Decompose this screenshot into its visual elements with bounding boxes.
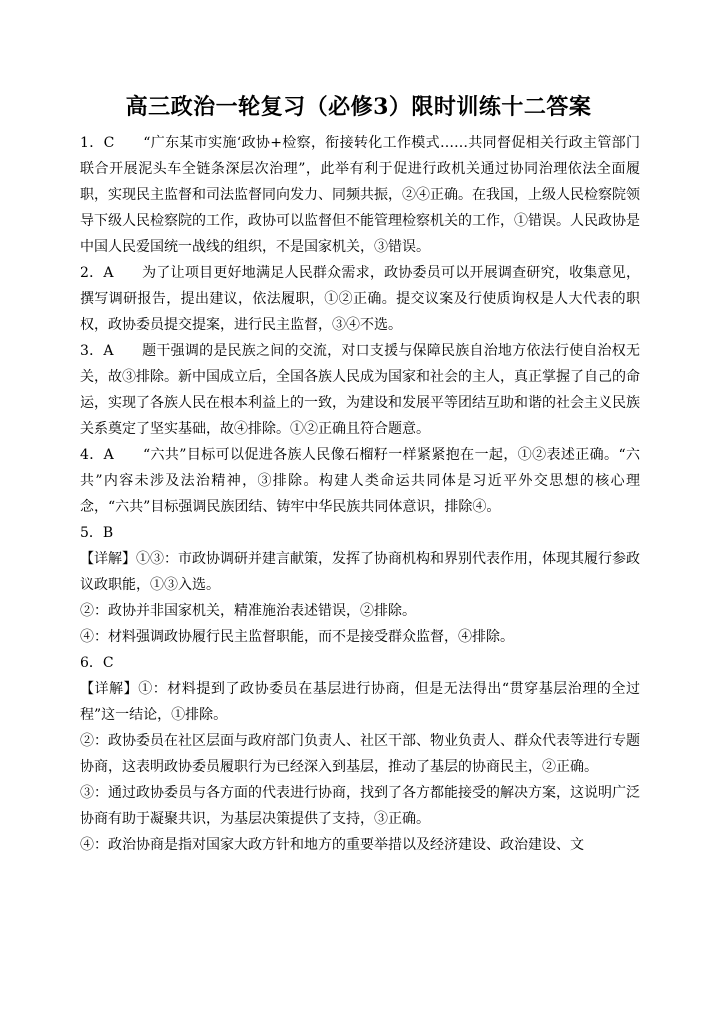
answer-paragraph: 6．C: [80, 655, 114, 671]
answer-paragraph: 5．B: [80, 525, 114, 541]
answer-paragraph: ④：政治协商是指对国家大政方针和地方的重要举措以及经济建设、政治建设、文: [80, 837, 584, 853]
answer-paragraph: ②：政协委员在社区层面与政府部门负责人、社区干部、物业负责人、群众代表等进行专题协商，这表明政协委员履职行为已经深入到基层，推动了基层的协商民主，②正确。: [80, 733, 640, 775]
answer-paragraph: 1．C “广东某市实施‘政协+检察，衔接转化工作模式……共同督促相关行政主管部门联合开展泥头车全链条深层次治理”，此举有利于促进行政机关通过协同治理依法全面履职，实现民主监督和司法监督同向发力、同频共振，②④正确。在我国，上级人民检察院领导下级人民检察院的工作，政协可以监督但不能管理检察机关的工作，①错误。人民政协是中国人民爱国统一战线的组织，不是国家机关，③错误。: [80, 135, 640, 255]
answer-paragraph: 3．A 题干强调的是民族之间的交流，对口支援与保障民族自治地方依法行使自治权无关，故③排除。新中国成立后，全国各族人民成为国家和社会的主人，真正掌握了自己的命运，实现了各族人民在根本利益上的一致，为建设和发展平等团结互助和谐的社会主义民族关系奠定了坚实基础，故④排除。①②正确且符合题意。: [80, 343, 640, 437]
answer-paragraph: 【详解】①：材料提到了政协委员在基层进行协商，但是无法得出“贯穿基层治理的全过程”这一结论，①排除。: [80, 681, 640, 723]
answer-paragraph: 4．A “六共”目标可以促进各族人民像石榴籽一样紧紧抱在一起，①②表述正确。“六共”内容未涉及法治精神，③排除。构建人类命运共同体是习近平外交思想的核心理念，“六共”目标强调民族团结、铸牢中华民族共同体意识，排除④。: [80, 447, 640, 515]
answer-paragraph: ③：通过政协委员与各方面的代表进行协商，找到了各方都能接受的解决方案，这说明广泛协商有助于凝聚共识，为基层决策提供了支持，③正确。: [80, 785, 640, 827]
answer-paragraph: ②：政协并非国家机关，精准施治表述错误，②排除。: [80, 603, 416, 619]
page-title: 高三政治一轮复习（必修3）限时训练十二答案: [125, 94, 592, 120]
answer-paragraph: ④：材料强调政协履行民主监督职能，而不是接受群众监督，④排除。: [80, 629, 514, 645]
answer-paragraph: 2．A 为了让项目更好地满足人民群众需求，政协委员可以开展调查研究，收集意见，撰写调研报告，提出建议，依法履职，①②正确。提交议案及行使质询权是人大代表的职权，政协委员提交提案，进行民主监督，③④不选。: [80, 265, 640, 333]
answer-paragraph: 【详解】①③：市政协调研并建言献策，发挥了协商机构和界别代表作用，体现其履行参政议政职能，①③入选。: [80, 551, 640, 593]
answer-body: [80, 130, 640, 858]
